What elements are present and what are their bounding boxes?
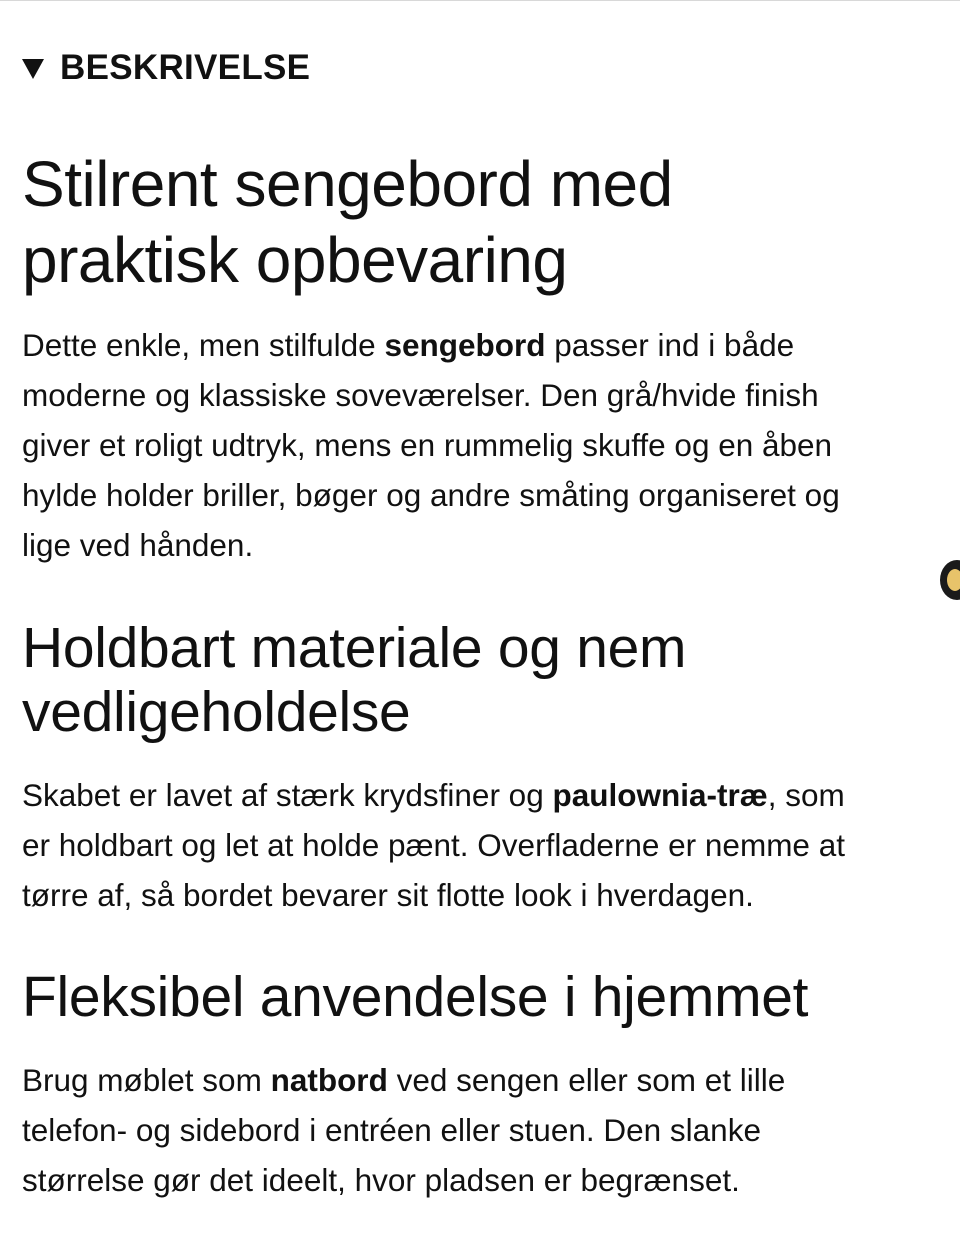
- text-run: Skabet er lavet af stærk krydsfiner og: [22, 777, 553, 813]
- bold-term: sengebord: [384, 327, 546, 363]
- paragraph-line: giver et roligt udtryk, mens en rummelig skuffe og en åben: [22, 427, 833, 463]
- paragraph-line: størrelse gør det ideelt, hvor pladsen er begrænset.: [22, 1162, 740, 1198]
- text-run: Brug møblet som: [22, 1062, 271, 1098]
- material-heading-line: vedligeholdelse: [22, 680, 411, 744]
- triangle-down-icon: [22, 59, 44, 79]
- paragraph-line: [22, 1055, 960, 1105]
- description-toggle[interactable]: [22, 48, 310, 88]
- paragraph-line: telefon- og sidebord i entréen eller stuen. Den slanke: [22, 1112, 761, 1148]
- description-toggle-label: BESKRIVELSE: [60, 48, 311, 87]
- material-heading-line: Holdbart materiale og nem: [22, 616, 687, 680]
- paragraph-line: er holdbart og let at holde pænt. Overfladerne er nemme at: [22, 827, 845, 863]
- bold-term: paulownia-træ: [552, 777, 768, 813]
- paragraph-line: tørre af, så bordet bevarer sit flotte look i hverdagen.: [22, 877, 754, 913]
- intro-paragraph: [22, 320, 960, 570]
- usage-paragraph: [22, 1055, 960, 1205]
- text-run: , som: [767, 777, 845, 813]
- main-heading: [22, 146, 922, 298]
- material-heading: [22, 616, 922, 744]
- chat-bubble-face: [947, 569, 960, 591]
- main-heading-line: praktisk opbevaring: [22, 224, 568, 296]
- paragraph-line: [22, 770, 960, 820]
- paragraph-line: [22, 320, 960, 370]
- text-run: Dette enkle, men stilfulde: [22, 327, 385, 363]
- usage-heading: [22, 965, 922, 1029]
- paragraph-line: lige ved hånden.: [22, 527, 254, 563]
- material-paragraph: [22, 770, 960, 920]
- text-run: ved sengen eller som et lille: [387, 1062, 786, 1098]
- paragraph-line: moderne og klassiske soveværelser. Den grå/hvide finish: [22, 377, 819, 413]
- text-run: passer ind i både: [545, 327, 795, 363]
- top-divider: [0, 0, 960, 1]
- paragraph-line: hylde holder briller, bøger og andre småting organiseret og: [22, 477, 840, 513]
- bold-term: natbord: [270, 1062, 388, 1098]
- usage-heading-line: Fleksibel anvendelse i hjemmet: [22, 965, 809, 1029]
- main-heading-line: Stilrent sengebord med: [22, 148, 673, 220]
